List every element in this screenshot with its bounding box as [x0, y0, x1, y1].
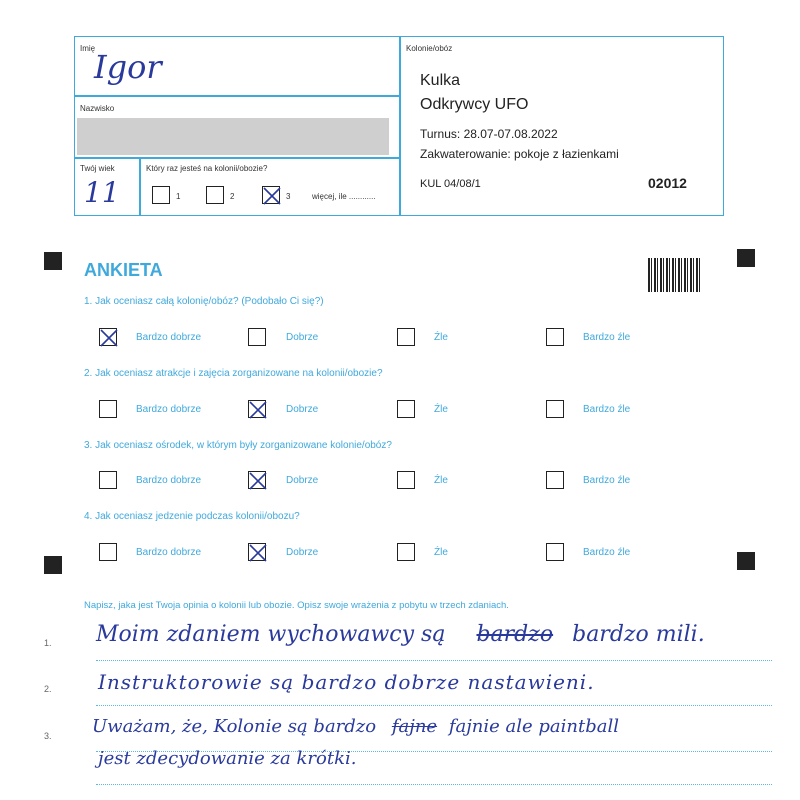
q3-option-bardzo-zle: Bardzo źle — [583, 475, 631, 486]
form-number: 02012 — [648, 175, 687, 191]
q4-option-dobrze: Dobrze — [286, 547, 319, 558]
line3-crossed: fajne — [391, 716, 438, 737]
visit-option-3: 3 — [286, 192, 291, 201]
header-divider-2 — [75, 157, 399, 159]
checked-x-icon — [247, 470, 269, 492]
opinion-prompt: Napisz, jaka jest Twoja opinia o kolonii lub obozie. Opisz swoje wrażenia z pobytu w trzech zdaniach. — [84, 600, 509, 611]
checked-x-icon — [261, 185, 283, 207]
line-number-2: 2. — [44, 684, 52, 694]
handwritten-line-4 — [98, 748, 356, 769]
question-3: 3. Jak oceniasz ośrodek, w którym były zorganizowane kolonie/obóz? — [84, 440, 392, 451]
q1-option-bardzo-zle-checkbox[interactable] — [546, 328, 564, 346]
answer-line-2 — [96, 705, 772, 706]
header-divider-vertical — [399, 37, 401, 215]
q2-option-bardzo-dobrze-checkbox[interactable] — [99, 400, 117, 418]
q2-option-bardzo-zle: Bardzo źle — [583, 404, 631, 415]
answer-line-1 — [96, 660, 772, 661]
header-divider-1 — [75, 95, 399, 97]
q1-option-zle-checkbox[interactable] — [397, 328, 415, 346]
line-number-3: 3. — [44, 731, 52, 741]
line1-crossed: bardzo — [476, 622, 554, 647]
kolonia-label: Kolonie/obóz — [406, 44, 453, 53]
q3-option-bardzo-dobrze-checkbox[interactable] — [99, 471, 117, 489]
registration-mark-bottom-left — [44, 556, 62, 574]
wiek-value: 11 — [84, 176, 120, 209]
q4-option-bardzo-dobrze-checkbox[interactable] — [99, 543, 117, 561]
q4-option-bardzo-dobrze: Bardzo dobrze — [136, 547, 202, 558]
imie-label: Imię — [80, 44, 96, 53]
header-divider-3 — [139, 157, 141, 215]
q2-option-bardzo-zle-checkbox[interactable] — [546, 400, 564, 418]
answer-line-4 — [96, 784, 772, 785]
q1-option-zle: Źle — [434, 332, 448, 343]
ktory-raz-label: Który raz jesteś na kolonii/obozie? — [146, 164, 268, 173]
wiek-label: Twój wiek — [80, 164, 115, 173]
camp-name: Kulka — [420, 72, 461, 89]
turnus-info: Turnus: 28.07-07.08.2022 — [420, 127, 558, 141]
visit-option-1: 1 — [176, 192, 181, 201]
q3-option-zle: Źle — [434, 475, 448, 486]
q1-option-bardzo-zle: Bardzo źle — [583, 332, 631, 343]
checked-x-icon — [98, 327, 120, 349]
registration-mark-top-left — [44, 252, 62, 270]
line3-end: fajnie ale paintball — [448, 716, 619, 737]
q3-option-bardzo-zle-checkbox[interactable] — [546, 471, 564, 489]
zakwaterowanie-info: Zakwaterowanie: pokoje z łazienkami — [420, 147, 619, 161]
visit-option-2: 2 — [230, 192, 235, 201]
q3-option-dobrze: Dobrze — [286, 475, 319, 486]
line1-end: bardzo mili. — [572, 622, 705, 647]
q1-option-bardzo-dobrze-checkbox[interactable] — [99, 328, 117, 346]
q4-option-bardzo-zle-checkbox[interactable] — [546, 543, 564, 561]
visit-checkbox-2[interactable] — [206, 186, 224, 204]
visit-more-label: więcej, ile ............ — [312, 192, 376, 201]
q4-option-dobrze-checkbox[interactable] — [248, 543, 266, 561]
survey-title: ANKIETA — [84, 260, 163, 280]
checked-x-icon — [247, 542, 269, 564]
q2-option-dobrze-checkbox[interactable] — [248, 400, 266, 418]
q2-option-dobrze: Dobrze — [286, 404, 319, 415]
q1-option-bardzo-dobrze: Bardzo dobrze — [136, 332, 202, 343]
imie-value: Igor — [94, 48, 162, 86]
q4-option-bardzo-zle: Bardzo źle — [583, 547, 631, 558]
camp-code: KUL 04/08/1 — [420, 178, 481, 190]
q1-option-dobrze-checkbox[interactable] — [248, 328, 266, 346]
q2-option-zle: Źle — [434, 404, 448, 415]
handwritten-line-3 — [92, 716, 619, 737]
q3-option-bardzo-dobrze: Bardzo dobrze — [136, 475, 202, 486]
nazwisko-redacted — [77, 118, 389, 155]
question-4: 4. Jak oceniasz jedzenie podczas kolonii/obozu? — [84, 511, 300, 522]
q2-option-zle-checkbox[interactable] — [397, 400, 415, 418]
handwritten-line-1 — [96, 622, 705, 647]
q3-option-dobrze-checkbox[interactable] — [248, 471, 266, 489]
line-number-1: 1. — [44, 638, 52, 648]
q2-option-bardzo-dobrze: Bardzo dobrze — [136, 404, 202, 415]
checked-x-icon — [247, 399, 269, 421]
line4-text: jest zdecydowanie za krótki. — [98, 748, 357, 769]
nazwisko-label: Nazwisko — [80, 104, 115, 113]
registration-mark-top-right — [737, 249, 755, 267]
registration-mark-bottom-right — [737, 552, 755, 570]
camp-theme: Odkrywcy UFO — [420, 96, 529, 113]
line2-text: Instruktorowie są bardzo dobrze nastawieni. — [98, 670, 595, 694]
question-1: 1. Jak oceniasz całą kolonię/obóz? (Podobało Ci się?) — [84, 296, 324, 307]
line1-text: Moim zdaniem wychowawcy są — [96, 622, 446, 647]
line3-text: Uważam, że, Kolonie są bardzo — [92, 716, 377, 737]
q1-option-dobrze: Dobrze — [286, 332, 319, 343]
visit-checkbox-1[interactable] — [152, 186, 170, 204]
barcode-icon — [648, 258, 702, 292]
visit-checkbox-3[interactable] — [262, 186, 280, 204]
question-2: 2. Jak oceniasz atrakcje i zajęcia zorganizowane na kolonii/obozie? — [84, 368, 383, 379]
q4-option-zle: Źle — [434, 547, 448, 558]
q3-option-zle-checkbox[interactable] — [397, 471, 415, 489]
handwritten-line-2 — [98, 670, 595, 694]
q4-option-zle-checkbox[interactable] — [397, 543, 415, 561]
